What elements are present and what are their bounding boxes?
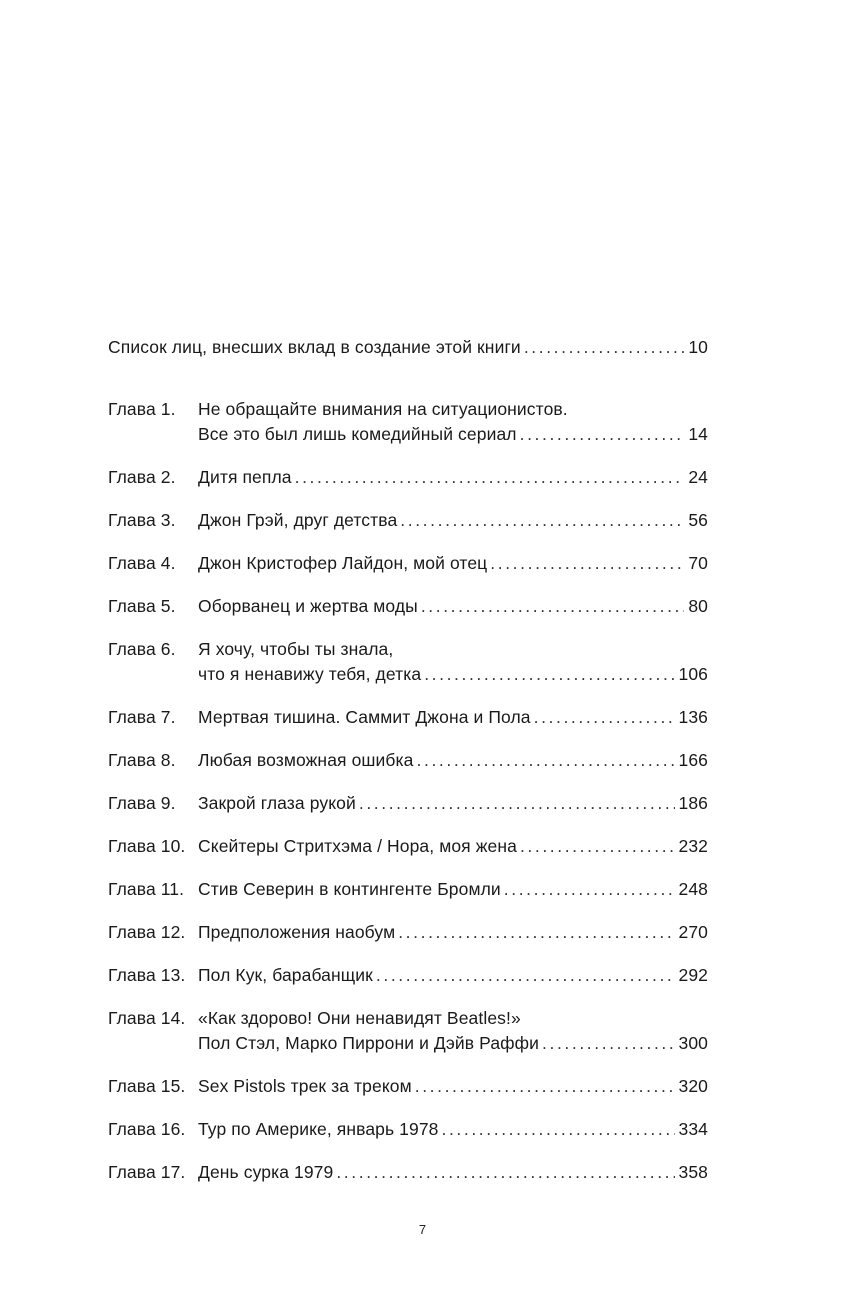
chapter-title-block: [198, 1160, 708, 1185]
chapter-title: что я ненавижу тебя, детка: [198, 664, 422, 684]
dot-leader: [542, 1031, 674, 1056]
chapter-title-line: [198, 637, 708, 662]
chapter-title-line: [198, 834, 708, 859]
toc-chapter-entry: [108, 920, 708, 945]
toc-intro-entry: [108, 335, 708, 360]
dot-leader: [336, 1160, 674, 1185]
chapter-label: Глава 7.: [108, 707, 176, 727]
chapter-label: Глава 15.: [108, 1076, 186, 1096]
dot-leader: [524, 335, 685, 360]
chapter-title-block: [198, 963, 708, 988]
toc-page-number: 232: [678, 836, 708, 856]
chapter-title-line: [198, 465, 708, 490]
chapter-title: Не обращайте внимания на ситуационистов.: [198, 399, 568, 419]
chapter-title: Дитя пепла: [198, 467, 292, 487]
toc-page-number: 70: [688, 553, 708, 573]
chapter-title-line: [198, 877, 708, 902]
dot-leader: [442, 1117, 675, 1142]
chapter-label: Глава 16.: [108, 1119, 186, 1139]
chapter-title: Я хочу, чтобы ты знала,: [198, 639, 394, 659]
chapter-title-line: [198, 1074, 708, 1099]
dot-leader: [424, 662, 674, 687]
dot-leader: [534, 705, 675, 730]
dot-leader: [359, 791, 675, 816]
page-number: 7: [418, 1222, 427, 1237]
toc-chapter-entry: [108, 791, 708, 816]
chapter-title-block: [198, 834, 708, 859]
toc-chapter-entry: [108, 1160, 708, 1185]
chapter-title: «Как здорово! Они ненавидят Beatles!»: [198, 1008, 521, 1028]
toc-chapter-entry: [108, 1006, 708, 1056]
dot-leader: [417, 748, 675, 773]
chapter-title: Предположения наобум: [198, 922, 396, 942]
chapter-title-block: [198, 1006, 708, 1056]
toc-entry-title: Список лиц, внесших вклад в создание этой книги: [108, 337, 521, 357]
toc-page-number: 106: [678, 664, 708, 684]
dot-leader: [295, 465, 685, 490]
chapter-title-line: [198, 705, 708, 730]
toc-page-number: 300: [678, 1033, 708, 1053]
chapter-label: Глава 12.: [108, 922, 186, 942]
toc-chapter-entry: [108, 508, 708, 533]
chapter-title-block: [198, 877, 708, 902]
chapter-title-block: [198, 508, 708, 533]
chapter-label: Глава 4.: [108, 553, 176, 573]
chapter-title-line: [198, 1117, 708, 1142]
chapter-title: Оборванец и жертва моды: [198, 596, 418, 616]
chapter-title-line: [198, 397, 708, 422]
chapter-label: Глава 11.: [108, 879, 185, 899]
toc-chapter-entry: [108, 551, 708, 576]
toc-page-number: 14: [688, 424, 708, 444]
chapter-label: Глава 10.: [108, 836, 186, 856]
chapter-title-block: [198, 748, 708, 773]
chapter-title-line: [198, 662, 708, 687]
toc-page-number: 292: [678, 965, 708, 985]
toc-page-number: 10: [688, 337, 708, 357]
chapter-title: Пол Кук, барабанщик: [198, 965, 373, 985]
toc-chapter-entry: [108, 1117, 708, 1142]
chapter-label: Глава 8.: [108, 750, 176, 770]
chapter-label: Глава 9.: [108, 793, 176, 813]
toc-chapter-entry: [108, 963, 708, 988]
chapter-title-block: [198, 705, 708, 730]
toc-page-number: 80: [688, 596, 708, 616]
chapter-title-line: [198, 963, 708, 988]
chapter-title-line: [198, 791, 708, 816]
chapter-title-block: [198, 791, 708, 816]
chapter-title-line: [198, 551, 708, 576]
chapter-label: Глава 5.: [108, 596, 176, 616]
dot-leader: [400, 508, 684, 533]
chapter-title: Закрой глаза рукой: [198, 793, 356, 813]
chapter-title: Мертвая тишина. Саммит Джона и Пола: [198, 707, 531, 727]
chapter-title: Все это был лишь комедийный сериал: [198, 424, 517, 444]
toc-page-number: 56: [688, 510, 708, 530]
dot-leader: [520, 834, 675, 859]
chapter-title-block: [198, 1074, 708, 1099]
chapter-title-line: [198, 594, 708, 619]
toc-page-number: 136: [678, 707, 708, 727]
dot-leader: [415, 1074, 675, 1099]
chapter-title-block: [198, 465, 708, 490]
chapter-title-line: [198, 1031, 708, 1056]
dot-leader: [504, 877, 675, 902]
toc-chapter-entry: [108, 834, 708, 859]
chapter-title-line: [198, 920, 708, 945]
chapter-title-line: [198, 508, 708, 533]
chapter-label: Глава 1.: [108, 399, 176, 419]
table-of-contents: [108, 335, 708, 1203]
chapter-title: Стив Северин в контингенте Бромли: [198, 879, 501, 899]
dot-leader: [520, 422, 685, 447]
toc-page-number: 166: [678, 750, 708, 770]
toc-chapter-entry: [108, 397, 708, 447]
toc-chapter-entry: [108, 748, 708, 773]
chapter-list: [108, 397, 708, 1185]
chapter-title-block: [198, 551, 708, 576]
chapter-title: Джон Кристофер Лайдон, мой отец: [198, 553, 488, 573]
chapter-label: Глава 2.: [108, 467, 176, 487]
chapter-title-line: [198, 1160, 708, 1185]
chapter-title-block: [198, 594, 708, 619]
chapter-title: Любая возможная ошибка: [198, 750, 414, 770]
toc-page-number: 270: [678, 922, 708, 942]
toc-chapter-entry: [108, 637, 708, 687]
toc-page-number: 248: [678, 879, 708, 899]
chapter-title-line: [198, 1006, 708, 1031]
dot-leader: [421, 594, 685, 619]
chapter-title: Пол Стэл, Марко Пиррони и Дэйв Раффи: [198, 1033, 540, 1053]
toc-chapter-entry: [108, 877, 708, 902]
chapter-title: Джон Грэй, друг детства: [198, 510, 398, 530]
chapter-label: Глава 3.: [108, 510, 176, 530]
chapter-title-block: [198, 637, 708, 687]
chapter-title: Тур по Америке, январь 1978: [198, 1119, 439, 1139]
chapter-label: Глава 14.: [108, 1008, 186, 1028]
toc-page-number: 334: [678, 1119, 708, 1139]
dot-leader: [376, 963, 675, 988]
toc-page-number: 320: [678, 1076, 708, 1096]
chapter-title-block: [198, 397, 708, 447]
chapter-title: Скейтеры Стритхэма / Нора, моя жена: [198, 836, 517, 856]
toc-chapter-entry: [108, 705, 708, 730]
toc-chapter-entry: [108, 1074, 708, 1099]
toc-chapter-entry: [108, 594, 708, 619]
chapter-title-block: [198, 1117, 708, 1142]
chapter-title-line: [198, 748, 708, 773]
toc-chapter-entry: [108, 465, 708, 490]
chapter-title: Sex Pistols трек за треком: [198, 1076, 412, 1096]
chapter-title-block: [198, 920, 708, 945]
dot-leader: [490, 551, 684, 576]
toc-page-number: 358: [678, 1162, 708, 1182]
toc-page-number: 24: [688, 467, 708, 487]
chapter-title-line: [198, 422, 708, 447]
chapter-title: День сурка 1979: [198, 1162, 334, 1182]
toc-page-number: 186: [678, 793, 708, 813]
chapter-label: Глава 13.: [108, 965, 186, 985]
dot-leader: [398, 920, 674, 945]
chapter-label: Глава 6.: [108, 639, 176, 659]
chapter-label: Глава 17.: [108, 1162, 186, 1182]
